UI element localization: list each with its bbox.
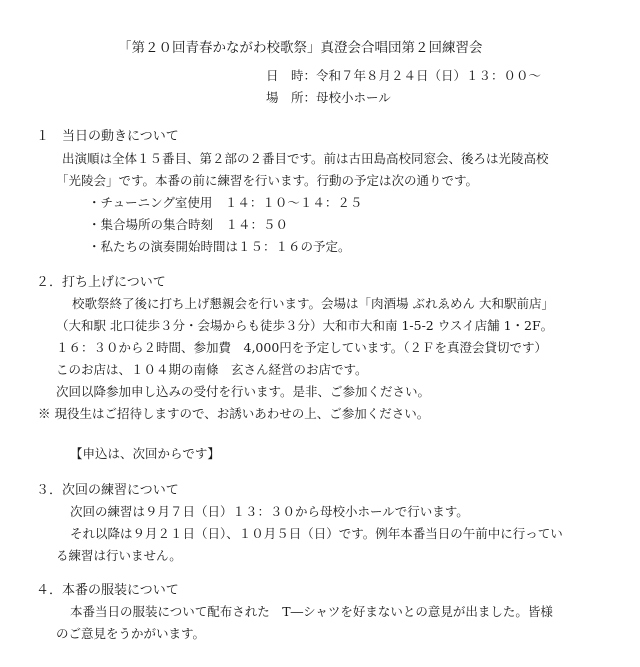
section-3-line: る練習は行いません。 <box>56 548 182 563</box>
section-3-line: 次回の練習は９月７日（日）１３：３０から母校小ホールで行います。 <box>70 504 469 519</box>
section-4-heading: ４．本番の服装について <box>36 583 179 598</box>
section-1-bullet: ・集合場所の集合時刻 １４：５０ <box>88 217 289 232</box>
section-1-heading: １ 当日の動きについて <box>36 129 179 144</box>
section-2-line: 校歌祭終了後に打ち上げ懇親会を行います。会場は「肉酒場 ぶれゑめん 大和駅前店」 <box>72 296 554 311</box>
section-1-bullet: ・チューニング室使用 １４：１０～１４：２５ <box>88 195 363 210</box>
section-3-line: それ以降は９月２１日（日）、１０月５日（日）です。例年本番当日の午前中に行ってい <box>70 526 563 541</box>
section-1-bullet: ・私たちの演奏開始時間は１５：１６の予定。 <box>88 239 351 254</box>
section-2-heading: ２．打ち上げについて <box>36 275 166 290</box>
section-4-line: のご意見をうかがいます。 <box>56 626 206 641</box>
event-datetime: 日 時：令和７年８月２４日（日）１３：００～ <box>266 68 542 83</box>
section-4-line: 本番当日の服装について配布された T―シャツを好まないとの意見が出ました。皆様 <box>70 604 553 619</box>
document-title: 「第２０回青春かながわ校歌祭」真澄会合唱団第２回練習会 <box>118 40 483 56</box>
event-place: 場 所：母校小ホール <box>266 90 391 105</box>
application-note: 【申込は、次回からです】 <box>70 446 220 461</box>
section-2-note: ※ 現役生はご招待しますので、お誘いあわせの上、ご参加ください。 <box>38 406 430 421</box>
section-2-line: １６：３０から２時間、参加費 4,000円を予定しています。（２Ｆを真澄会貸切です） <box>56 340 548 355</box>
section-2-line: 次回以降参加申し込みの受付を行います。是非、ご参加ください。 <box>56 384 431 399</box>
section-1-line: 出演順は全体１５番目、第２部の２番目です。前は古田島高校同窓会、後ろは光陵高校 <box>62 151 549 166</box>
section-1-line: 「光陵会」です。本番の前に練習を行います。行動の予定は次の通りです。 <box>56 173 479 188</box>
section-3-heading: ３．次回の練習について <box>36 483 179 498</box>
section-2-line: （大和駅 北口徒歩３分・会場からも徒歩３分）大和市大和南 1-5-2 ウスイ店舗 1・2F。 <box>56 318 554 333</box>
section-2-line: このお店は、１０４期の南條 玄さん経営のお店です。 <box>56 362 368 377</box>
